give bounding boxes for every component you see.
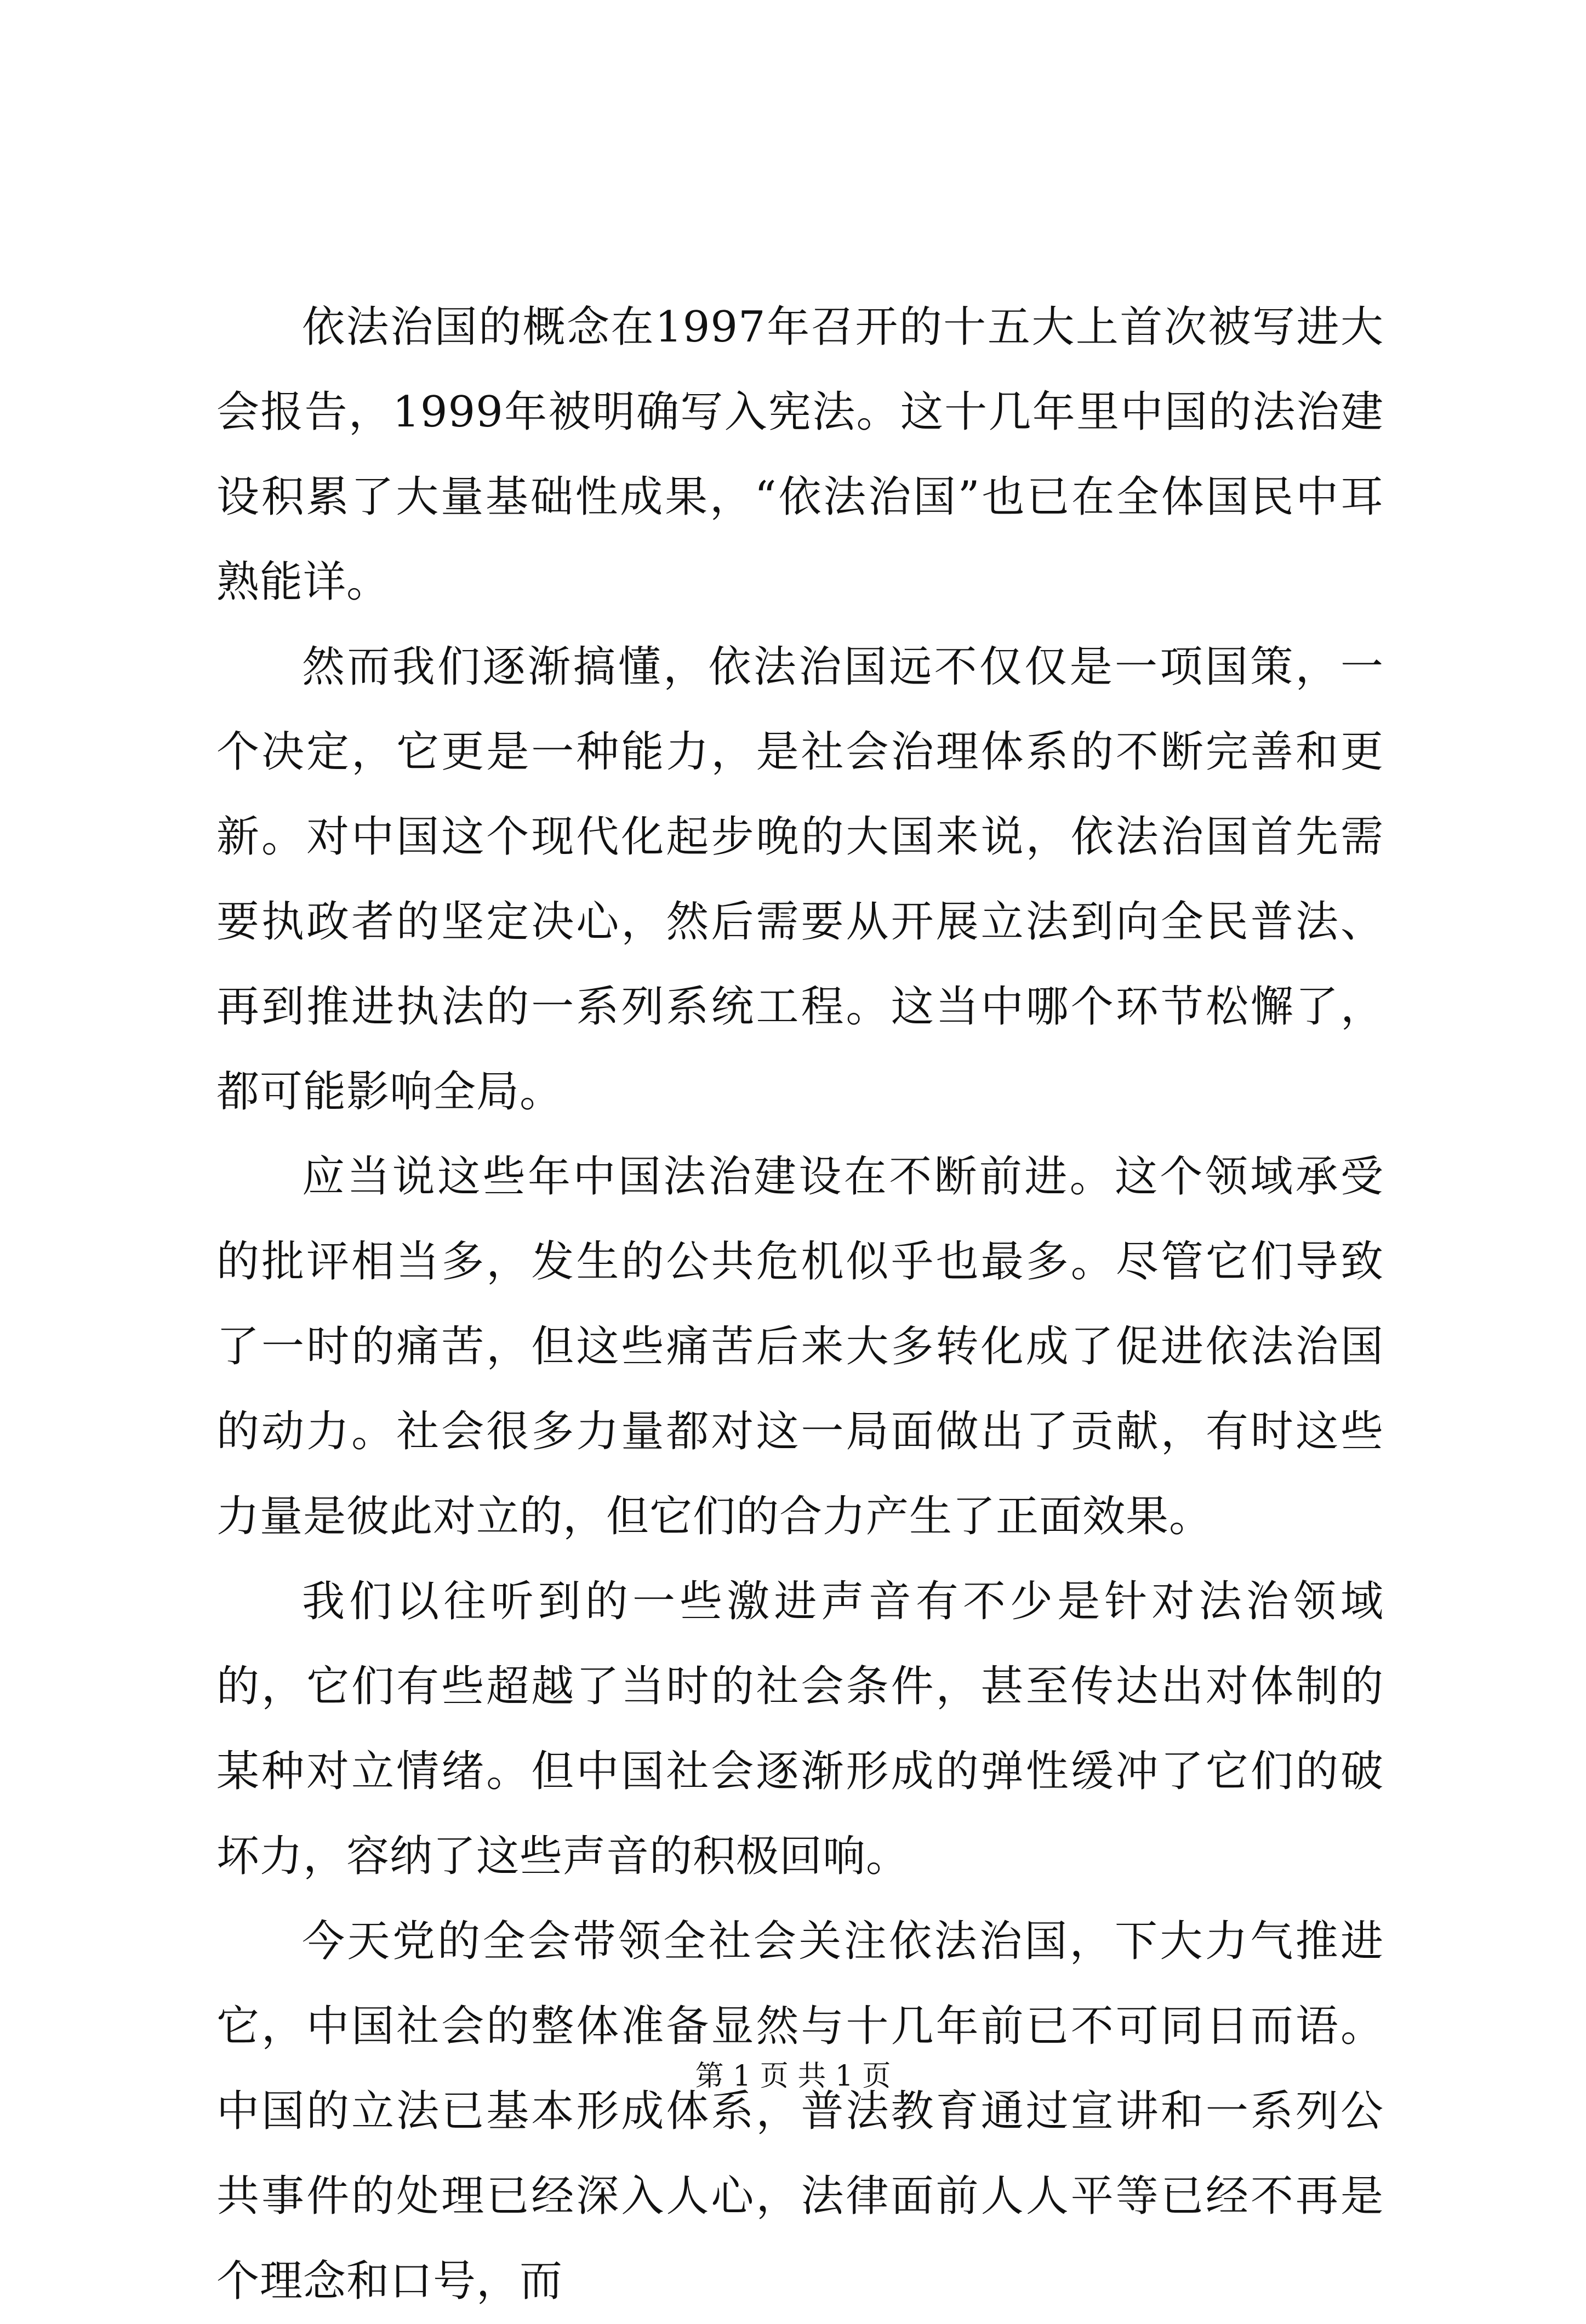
paragraph-4: 我们以往听到的一些激进声音有不少是针对法治领域的，它们有些超越了当时的社会条件，甚至传达出对体制的某种对立情绪。但中国社会逐渐形成的弹性缓冲了它们的破坏力，容纳了这些声音的积极回响。 — [216, 1577, 1384, 1881]
page-number-footer: 第 1 页 共 1 页 — [695, 2060, 891, 2093]
paragraph-2: 然而我们逐渐搞懂，依法治国远不仅仅是一项国策，一个决定，它更是一种能力，是社会治理体系的不断完善和更新。对中国这个现代化起步晚的大国来说，依法治国首先需要执政者的坚定决心，然后需要从开展立法到向全民普法、再到推进执法的一系列系统工程。这当中哪个环节松懈了，都可能影响全局。 — [216, 642, 1384, 1117]
document-body — [216, 285, 1384, 2324]
paragraph-5: 今天党的全会带领全社会关注依法治国，下大力气推进它，中国社会的整体准备显然与十几年前已不可同日而语。中国的立法已基本形成体系，普法教育通过宣讲和一系列公共事件的处理已经深入人心，法律面前人人平等已经不再是个理念和口号，而 — [216, 1917, 1384, 2306]
paragraph-3: 应当说这些年中国法治建设在不断前进。这个领域承受的批评相当多，发生的公共危机似乎也最多。尽管它们导致了一时的痛苦，但这些痛苦后来大多转化成了促进依法治国的动力。社会很多力量都对这一局面做出了贡献，有时这些力量是彼此对立的，但它们的合力产生了正面效果。 — [216, 1152, 1384, 1541]
paragraph-1: 依法治国的概念在1997年召开的十五大上首次被写进大会报告，1999年被明确写入宪法。这十几年里中国的法治建设积累了大量基础性成果，“依法治国”也已在全体国民中耳熟能详。 — [216, 303, 1384, 607]
